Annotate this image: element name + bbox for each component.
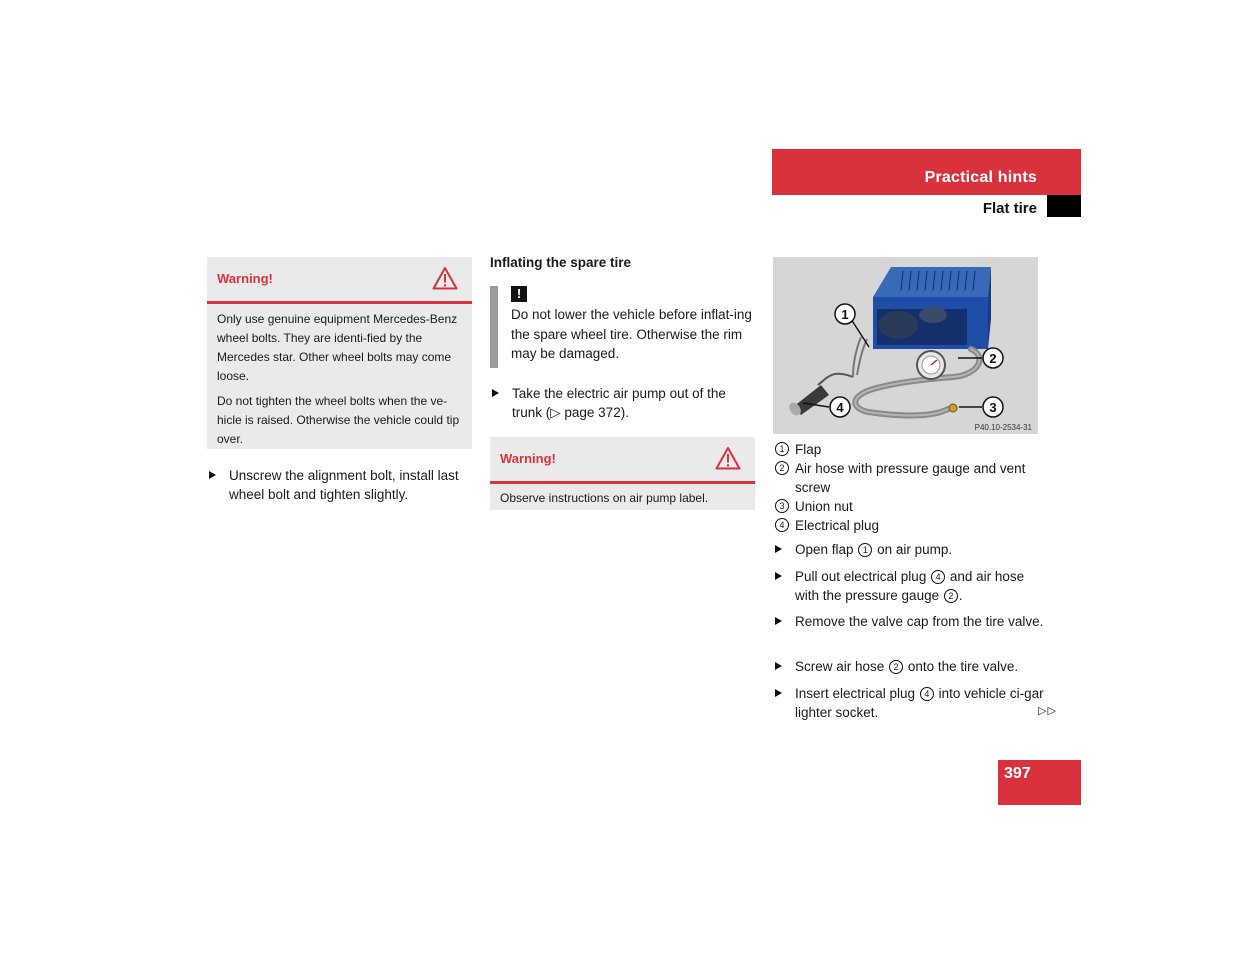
callout-1: 1 bbox=[841, 307, 849, 322]
air-pump-figure bbox=[773, 257, 1038, 434]
inline-number: 1 bbox=[858, 543, 872, 557]
legend-text: Electrical plug bbox=[795, 518, 880, 533]
bullet-arrow-icon bbox=[492, 389, 499, 397]
legend-item bbox=[773, 516, 1043, 535]
step-text: Open flap bbox=[795, 542, 854, 557]
step-remove-valve-cap bbox=[773, 612, 1045, 631]
figure-code: P40.10-2534-31 bbox=[974, 423, 1032, 432]
figure-legend bbox=[773, 440, 1043, 535]
legend-text: Union nut bbox=[795, 499, 853, 514]
legend-item bbox=[773, 440, 1043, 459]
chapter-title: Practical hints bbox=[924, 169, 1037, 186]
legend-number: 4 bbox=[775, 518, 789, 532]
section-header bbox=[772, 195, 1081, 217]
subsection-title: Inflating the spare tire bbox=[490, 255, 632, 270]
warning-paragraph: Observe instructions on air pump label. bbox=[500, 491, 709, 505]
step-screw-air-hose bbox=[773, 657, 1045, 676]
warning-header bbox=[207, 257, 472, 304]
step-take-pump bbox=[490, 384, 755, 422]
bullet-arrow-icon bbox=[775, 689, 782, 697]
legend-item bbox=[773, 459, 1043, 497]
chapter-header bbox=[772, 149, 1081, 195]
legend-text: Air hose with pressure gauge and vent screw bbox=[795, 461, 1026, 495]
warning-body bbox=[490, 484, 755, 516]
air-pump-illustration bbox=[773, 257, 1038, 434]
notice-text: Do not lower the vehicle before inflat-ing the spare wheel tire. Otherwise the rim may be damaged. bbox=[511, 307, 752, 361]
step-text: on air pump. bbox=[877, 542, 953, 557]
warning-triangle-icon bbox=[432, 266, 458, 290]
inline-number: 2 bbox=[944, 589, 958, 603]
page-number-box bbox=[998, 760, 1081, 805]
step-text: . bbox=[958, 588, 963, 603]
step-text: Insert electrical plug bbox=[795, 686, 916, 701]
warning-paragraph: Only use genuine equipment Mercedes-Benz wheel bolts. They are identi-fied by the Mercedes star. Other wheel bolts may come loose. bbox=[217, 312, 458, 383]
step-text: Screw air hose bbox=[795, 659, 885, 674]
step-text: onto the tire valve. bbox=[907, 659, 1019, 674]
warning-triangle-icon bbox=[715, 446, 741, 470]
inline-number: 4 bbox=[920, 687, 934, 701]
callout-4: 4 bbox=[836, 400, 844, 415]
inline-number: 2 bbox=[889, 660, 903, 674]
warning-header bbox=[490, 437, 755, 484]
section-marker bbox=[1047, 195, 1081, 217]
step-text: Pull out electrical plug bbox=[795, 569, 927, 584]
legend-text: Flap bbox=[795, 442, 822, 457]
callout-2: 2 bbox=[989, 351, 997, 366]
notice-bar bbox=[490, 286, 498, 368]
notice-exclamation-icon: ! bbox=[511, 286, 527, 302]
step-insert-plug bbox=[773, 684, 1045, 722]
warning-paragraph: Do not tighten the wheel bolts when the ve-hicle is raised. Otherwise the vehicle could tip over. bbox=[217, 394, 460, 446]
step-pull-out-plug bbox=[773, 567, 1045, 605]
bullet-arrow-icon bbox=[775, 545, 782, 553]
step-alignment-bolt bbox=[207, 466, 472, 504]
warning-body bbox=[207, 304, 472, 457]
step-open-flap bbox=[773, 540, 1045, 559]
warning-label: Warning! bbox=[217, 271, 273, 286]
step-text: and air hose with the pressure gauge bbox=[795, 569, 1025, 603]
bullet-arrow-icon bbox=[209, 471, 216, 479]
step-text: Unscrew the alignment bolt, install last wheel bolt and tighten slightly. bbox=[229, 468, 459, 502]
legend-number: 1 bbox=[775, 442, 789, 456]
section-title: Flat tire bbox=[982, 200, 1037, 217]
inline-number: 4 bbox=[931, 570, 945, 584]
warning-box-wheel-bolts bbox=[207, 257, 472, 449]
step-text: Take the electric air pump out of the trunk (▷ page 372). bbox=[512, 386, 726, 420]
warning-label: Warning! bbox=[500, 451, 556, 466]
bullet-arrow-icon bbox=[775, 662, 782, 670]
step-text: Remove the valve cap from the tire valve. bbox=[795, 614, 1044, 629]
legend-number: 2 bbox=[775, 461, 789, 475]
callout-3: 3 bbox=[989, 400, 997, 415]
warning-box-air-pump bbox=[490, 437, 755, 510]
legend-item bbox=[773, 497, 1043, 516]
bullet-arrow-icon bbox=[775, 617, 782, 625]
continued-arrows-icon: ▷▷ bbox=[1038, 705, 1057, 717]
bullet-arrow-icon bbox=[775, 572, 782, 580]
page-number: 397 bbox=[1004, 765, 1031, 782]
legend-number: 3 bbox=[775, 499, 789, 513]
step-text: into vehicle ci-gar lighter socket. bbox=[795, 686, 1044, 720]
